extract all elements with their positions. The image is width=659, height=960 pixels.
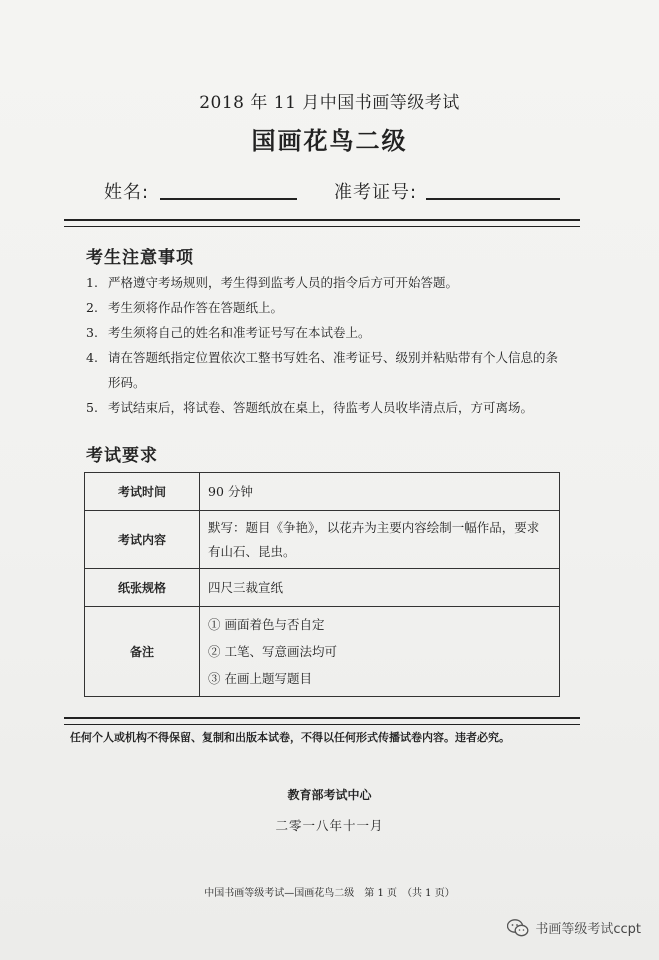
remark-item: ① 画面着色与否自定	[208, 617, 325, 632]
requirements-table	[84, 472, 560, 697]
exam-id-label: 准考证号:	[334, 182, 418, 203]
row-value-paper: 四尺三裁宣纸	[200, 569, 560, 607]
copyright-notice: 任何个人或机构不得保留、复制和出版本试卷，不得以任何形式传播试卷内容。违者必究。	[70, 731, 510, 744]
notice-item	[86, 345, 566, 395]
row-label-paper: 纸张规格	[85, 569, 200, 607]
row-label-content: 考试内容	[85, 511, 200, 569]
row-value-duration: 90 分钟	[200, 473, 560, 511]
row-label-duration: 考试时间	[85, 473, 200, 511]
requirements-heading: 考试要求	[86, 446, 158, 466]
notice-item-text: 考试结束后，将试卷、答题纸放在桌上，待监考人员收毕清点后，方可离场。	[108, 400, 534, 415]
notice-list	[86, 270, 566, 420]
table-row	[85, 511, 560, 569]
issuer-name: 教育部考试中心	[287, 788, 372, 802]
notice-item-number: 4.	[86, 350, 98, 365]
notice-item-number: 5.	[86, 400, 98, 415]
table-row	[85, 607, 560, 697]
top-divider	[64, 219, 580, 227]
notice-item-text: 考生须将自己的姓名和准考证号写在本试卷上。	[108, 325, 371, 340]
notice-heading: 考生注意事项	[86, 248, 194, 268]
notice-item	[86, 320, 566, 345]
notice-item-text: 严格遵守考场规则，考生得到监考人员的指令后方可开始答题。	[108, 275, 459, 290]
bottom-divider	[64, 717, 580, 725]
row-value-content: 默写：题目《争艳》，以花卉为主要内容绘制一幅作品，要求有山石、昆虫。	[200, 511, 560, 569]
notice-item	[86, 270, 566, 295]
notice-item-number: 2.	[86, 300, 98, 315]
notice-item-text: 考生须将作品作答在答题纸上。	[108, 300, 284, 315]
notice-item	[86, 295, 566, 320]
row-value-remarks	[200, 607, 560, 697]
exam-title: 国画花鸟二级	[251, 127, 408, 155]
remark-item: ③ 在画上题写题目	[208, 671, 312, 686]
wechat-watermark	[507, 918, 641, 937]
wechat-icon	[507, 919, 529, 937]
notice-item-text: 请在答题纸指定位置依次工整书写姓名、准考证号、级别并粘贴带有个人信息的条形码。	[108, 350, 559, 390]
issue-date: 二零一八年十一月	[275, 818, 384, 833]
exam-subtitle: 2018 年 11 月中国书画等级考试	[199, 93, 460, 113]
row-label-remarks: 备注	[85, 607, 200, 697]
exam-id-blank-line	[426, 198, 560, 200]
remark-item: ② 工笔、写意画法均可	[208, 644, 337, 659]
name-label: 姓名:	[104, 182, 150, 203]
page-footer: 中国书画等级考试—国画花鸟二级 第 1 页 （共 1 页）	[204, 888, 455, 899]
name-blank-line	[160, 198, 297, 200]
table-row	[85, 473, 560, 511]
notice-item-number: 3.	[86, 325, 98, 340]
watermark-text: 书画等级考试ccpt	[535, 922, 641, 937]
table-row	[85, 569, 560, 607]
notice-item	[86, 395, 566, 420]
notice-item-number: 1.	[86, 275, 98, 290]
